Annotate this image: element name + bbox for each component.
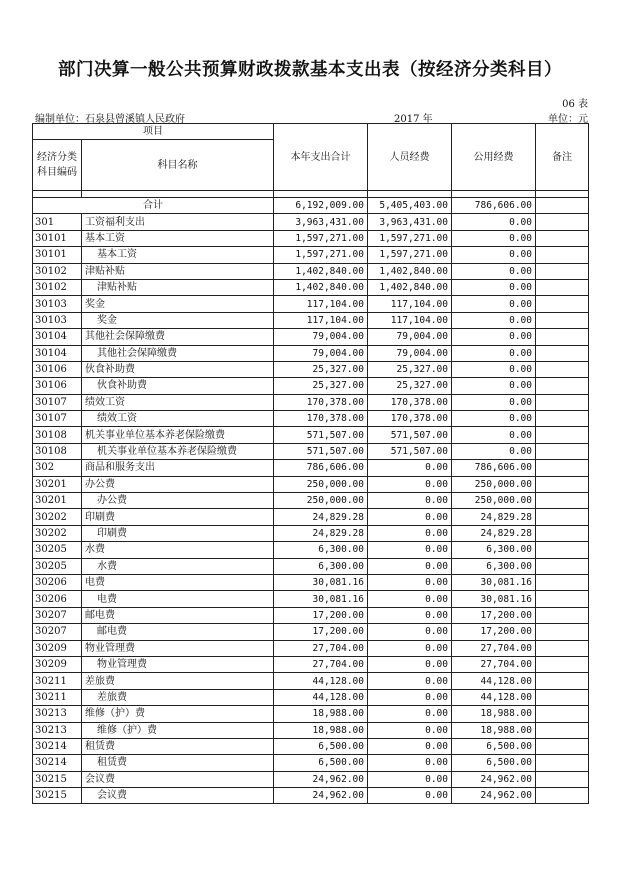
row-public: 0.00 <box>452 394 536 410</box>
table-row <box>33 624 589 640</box>
row-note <box>536 247 589 263</box>
row-name: 物业管理费 <box>82 640 274 656</box>
expenditure-table <box>32 123 589 804</box>
row-note <box>536 591 589 607</box>
row-public: 0.00 <box>452 329 536 345</box>
row-total: 6,500.00 <box>274 738 368 754</box>
table-row <box>33 558 589 574</box>
row-total: 25,327.00 <box>274 378 368 394</box>
table-row <box>33 607 589 623</box>
total-amount: 6,192,009.00 <box>274 198 368 214</box>
header-personnel: 人员经费 <box>368 124 452 191</box>
row-public: 30,081.16 <box>452 591 536 607</box>
page-title: 部门决算一般公共预算财政拨款基本支出表（按经济分类科目） <box>58 60 562 80</box>
row-name: 电费 <box>82 574 274 590</box>
row-total: 44,128.00 <box>274 673 368 689</box>
row-personnel: 0.00 <box>368 738 452 754</box>
row-note <box>536 312 589 328</box>
row-personnel: 0.00 <box>368 558 452 574</box>
row-note <box>536 558 589 574</box>
table-row <box>33 722 589 738</box>
row-public: 0.00 <box>452 312 536 328</box>
row-code: 30108 <box>33 427 82 443</box>
currency-unit: 单位：元 <box>548 114 588 125</box>
row-note <box>536 574 589 590</box>
row-total: 250,000.00 <box>274 476 368 492</box>
table-row <box>33 542 589 558</box>
row-code: 30207 <box>33 624 82 640</box>
row-public: 0.00 <box>452 296 536 312</box>
row-public: 18,988.00 <box>452 722 536 738</box>
row-total: 30,081.16 <box>274 591 368 607</box>
row-name: 机关事业单位基本养老保险缴费 <box>82 427 274 443</box>
row-name: 维修（护）费 <box>82 722 274 738</box>
row-note <box>536 738 589 754</box>
row-code: 30102 <box>33 279 82 295</box>
row-total: 17,200.00 <box>274 607 368 623</box>
row-total: 170,378.00 <box>274 411 368 427</box>
row-code: 30103 <box>33 312 82 328</box>
table-row <box>33 279 589 295</box>
table-row <box>33 738 589 754</box>
row-name: 其他社会保障缴费 <box>82 329 274 345</box>
row-public: 44,128.00 <box>452 689 536 705</box>
row-public: 0.00 <box>452 230 536 246</box>
row-public: 0.00 <box>452 345 536 361</box>
table-row <box>33 345 589 361</box>
row-note <box>536 722 589 738</box>
row-public: 0.00 <box>452 279 536 295</box>
row-note <box>536 394 589 410</box>
row-code: 30209 <box>33 656 82 672</box>
table-row <box>33 771 589 787</box>
table-row <box>33 361 589 377</box>
row-note <box>536 361 589 377</box>
row-name: 租赁费 <box>82 738 274 754</box>
row-code: 30206 <box>33 591 82 607</box>
row-personnel: 0.00 <box>368 591 452 607</box>
row-total: 170,378.00 <box>274 394 368 410</box>
row-note <box>536 230 589 246</box>
row-note <box>536 640 589 656</box>
row-code: 30104 <box>33 345 82 361</box>
spacer-row <box>33 191 589 198</box>
row-personnel: 25,327.00 <box>368 361 452 377</box>
row-personnel: 1,597,271.00 <box>368 230 452 246</box>
row-note <box>536 673 589 689</box>
row-total: 79,004.00 <box>274 345 368 361</box>
row-personnel: 1,402,840.00 <box>368 279 452 295</box>
row-note <box>536 542 589 558</box>
row-code: 30213 <box>33 722 82 738</box>
row-total: 6,300.00 <box>274 542 368 558</box>
row-public: 0.00 <box>452 214 536 230</box>
row-total: 6,300.00 <box>274 558 368 574</box>
row-total: 18,988.00 <box>274 722 368 738</box>
row-total: 24,962.00 <box>274 771 368 787</box>
row-code: 30107 <box>33 394 82 410</box>
table-row <box>33 247 589 263</box>
row-name: 津贴补贴 <box>82 263 274 279</box>
row-code: 30209 <box>33 640 82 656</box>
row-name: 办公费 <box>82 493 274 509</box>
row-note <box>536 378 589 394</box>
total-row <box>33 198 589 214</box>
row-note <box>536 771 589 787</box>
row-personnel: 0.00 <box>368 788 452 804</box>
row-name: 印刷费 <box>82 525 274 541</box>
row-code: 30101 <box>33 230 82 246</box>
table-row <box>33 460 589 476</box>
row-personnel: 3,963,431.00 <box>368 214 452 230</box>
row-name: 伙食补助费 <box>82 361 274 377</box>
row-code: 301 <box>33 214 82 230</box>
row-code: 30206 <box>33 574 82 590</box>
row-public: 24,962.00 <box>452 771 536 787</box>
row-total: 24,829.28 <box>274 509 368 525</box>
row-name: 租赁费 <box>82 755 274 771</box>
row-total: 117,104.00 <box>274 296 368 312</box>
table-row <box>33 394 589 410</box>
row-personnel: 170,378.00 <box>368 411 452 427</box>
row-personnel: 0.00 <box>368 493 452 509</box>
row-public: 17,200.00 <box>452 607 536 623</box>
row-public: 27,704.00 <box>452 640 536 656</box>
table-number: 06 表 <box>562 99 588 110</box>
row-personnel: 0.00 <box>368 656 452 672</box>
row-public: 0.00 <box>452 263 536 279</box>
row-name: 奖金 <box>82 312 274 328</box>
row-code: 30215 <box>33 771 82 787</box>
header-code <box>33 140 82 191</box>
row-name: 电费 <box>82 591 274 607</box>
row-note <box>536 345 589 361</box>
row-note <box>536 755 589 771</box>
row-total: 571,507.00 <box>274 443 368 459</box>
row-personnel: 571,507.00 <box>368 427 452 443</box>
row-personnel: 0.00 <box>368 476 452 492</box>
row-code: 30202 <box>33 509 82 525</box>
table-row <box>33 263 589 279</box>
row-public: 786,606.00 <box>452 460 536 476</box>
row-note <box>536 624 589 640</box>
row-name: 水费 <box>82 558 274 574</box>
row-name: 差旅费 <box>82 689 274 705</box>
header-code-text: 经济分类 科目编码 <box>37 152 77 178</box>
row-total: 3,963,431.00 <box>274 214 368 230</box>
row-public: 250,000.00 <box>452 476 536 492</box>
row-note <box>536 214 589 230</box>
row-personnel: 1,597,271.00 <box>368 247 452 263</box>
row-public: 0.00 <box>452 361 536 377</box>
row-note <box>536 656 589 672</box>
row-total: 18,988.00 <box>274 706 368 722</box>
table-row <box>33 755 589 771</box>
row-note <box>536 279 589 295</box>
row-personnel: 0.00 <box>368 542 452 558</box>
row-name: 维修（护）费 <box>82 706 274 722</box>
row-public: 0.00 <box>452 378 536 394</box>
row-personnel: 0.00 <box>368 755 452 771</box>
row-note <box>536 427 589 443</box>
total-public: 786,606.00 <box>452 198 536 214</box>
row-public: 0.00 <box>452 427 536 443</box>
row-note <box>536 443 589 459</box>
table-row <box>33 788 589 804</box>
row-personnel: 117,104.00 <box>368 296 452 312</box>
row-name: 津贴补贴 <box>82 279 274 295</box>
row-name: 绩效工资 <box>82 411 274 427</box>
row-personnel: 25,327.00 <box>368 378 452 394</box>
row-personnel: 170,378.00 <box>368 394 452 410</box>
row-name: 绩效工资 <box>82 394 274 410</box>
row-code: 30215 <box>33 788 82 804</box>
row-public: 30,081.16 <box>452 574 536 590</box>
row-code: 30104 <box>33 329 82 345</box>
table-row <box>33 525 589 541</box>
row-note <box>536 509 589 525</box>
row-code: 30213 <box>33 706 82 722</box>
table-row <box>33 476 589 492</box>
row-public: 6,500.00 <box>452 738 536 754</box>
row-code: 30108 <box>33 443 82 459</box>
row-name: 印刷费 <box>82 509 274 525</box>
row-note <box>536 411 589 427</box>
header-note: 备注 <box>536 124 589 191</box>
row-name: 办公费 <box>82 476 274 492</box>
row-personnel: 0.00 <box>368 640 452 656</box>
row-code: 30214 <box>33 738 82 754</box>
row-name: 伙食补助费 <box>82 378 274 394</box>
row-code: 30205 <box>33 542 82 558</box>
header-total: 本年支出合计 <box>274 124 368 191</box>
row-personnel: 571,507.00 <box>368 443 452 459</box>
row-public: 24,829.28 <box>452 509 536 525</box>
row-personnel: 0.00 <box>368 509 452 525</box>
table-row <box>33 230 589 246</box>
table-row <box>33 329 589 345</box>
row-note <box>536 460 589 476</box>
table-row <box>33 443 589 459</box>
row-total: 27,704.00 <box>274 640 368 656</box>
row-total: 1,402,840.00 <box>274 263 368 279</box>
row-total: 24,829.28 <box>274 525 368 541</box>
row-total: 79,004.00 <box>274 329 368 345</box>
row-public: 6,300.00 <box>452 542 536 558</box>
row-total: 1,597,271.00 <box>274 247 368 263</box>
table-row <box>33 493 589 509</box>
row-name: 基本工资 <box>82 247 274 263</box>
table-row <box>33 656 589 672</box>
row-note <box>536 689 589 705</box>
row-public: 0.00 <box>452 411 536 427</box>
row-personnel: 0.00 <box>368 624 452 640</box>
row-personnel: 0.00 <box>368 673 452 689</box>
row-code: 30202 <box>33 525 82 541</box>
row-total: 25,327.00 <box>274 361 368 377</box>
row-public: 24,962.00 <box>452 788 536 804</box>
row-personnel: 0.00 <box>368 607 452 623</box>
row-public: 44,128.00 <box>452 673 536 689</box>
row-personnel: 117,104.00 <box>368 312 452 328</box>
row-name: 机关事业单位基本养老保险缴费 <box>82 443 274 459</box>
row-note <box>536 525 589 541</box>
row-code: 30211 <box>33 689 82 705</box>
row-note <box>536 296 589 312</box>
row-note <box>536 329 589 345</box>
row-note <box>536 788 589 804</box>
row-note <box>536 476 589 492</box>
table-row <box>33 411 589 427</box>
table-row <box>33 427 589 443</box>
row-personnel: 0.00 <box>368 771 452 787</box>
row-public: 6,300.00 <box>452 558 536 574</box>
table-row <box>33 673 589 689</box>
table-row <box>33 640 589 656</box>
row-personnel: 79,004.00 <box>368 329 452 345</box>
row-total: 30,081.16 <box>274 574 368 590</box>
row-personnel: 0.00 <box>368 460 452 476</box>
total-note <box>536 198 589 214</box>
row-code: 30102 <box>33 263 82 279</box>
row-code: 30201 <box>33 476 82 492</box>
row-name: 水费 <box>82 542 274 558</box>
row-code: 30205 <box>33 558 82 574</box>
row-code: 302 <box>33 460 82 476</box>
row-public: 0.00 <box>452 247 536 263</box>
row-personnel: 0.00 <box>368 722 452 738</box>
row-total: 44,128.00 <box>274 689 368 705</box>
table-row <box>33 689 589 705</box>
total-personnel: 5,405,403.00 <box>368 198 452 214</box>
total-label: 合计 <box>33 198 274 214</box>
row-public: 17,200.00 <box>452 624 536 640</box>
row-note <box>536 607 589 623</box>
row-code: 30201 <box>33 493 82 509</box>
row-name: 其他社会保障缴费 <box>82 345 274 361</box>
row-total: 1,597,271.00 <box>274 230 368 246</box>
row-total: 1,402,840.00 <box>274 279 368 295</box>
header-public: 公用经费 <box>452 124 536 191</box>
header-project: 项目 <box>33 124 274 140</box>
header-name: 科目名称 <box>82 140 274 191</box>
table-row <box>33 591 589 607</box>
row-code: 30106 <box>33 378 82 394</box>
table-row <box>33 214 589 230</box>
row-personnel: 1,402,840.00 <box>368 263 452 279</box>
row-public: 250,000.00 <box>452 493 536 509</box>
row-personnel: 0.00 <box>368 574 452 590</box>
row-name: 工资福利支出 <box>82 214 274 230</box>
row-code: 30207 <box>33 607 82 623</box>
row-name: 会议费 <box>82 771 274 787</box>
row-total: 571,507.00 <box>274 427 368 443</box>
row-name: 基本工资 <box>82 230 274 246</box>
row-total: 24,962.00 <box>274 788 368 804</box>
table-row <box>33 312 589 328</box>
table-row <box>33 378 589 394</box>
table-row <box>33 574 589 590</box>
row-personnel: 0.00 <box>368 706 452 722</box>
table-row <box>33 296 589 312</box>
row-code: 30214 <box>33 755 82 771</box>
row-name: 物业管理费 <box>82 656 274 672</box>
row-note <box>536 493 589 509</box>
row-note <box>536 706 589 722</box>
row-name: 邮电费 <box>82 607 274 623</box>
row-total: 250,000.00 <box>274 493 368 509</box>
row-public: 18,988.00 <box>452 706 536 722</box>
table-row <box>33 706 589 722</box>
row-name: 商品和服务支出 <box>82 460 274 476</box>
row-personnel: 0.00 <box>368 525 452 541</box>
row-personnel: 79,004.00 <box>368 345 452 361</box>
row-public: 24,829.28 <box>452 525 536 541</box>
row-total: 786,606.00 <box>274 460 368 476</box>
row-public: 0.00 <box>452 443 536 459</box>
row-name: 奖金 <box>82 296 274 312</box>
reporting-unit: 编制单位：石泉县曾溪镇人民政府 <box>35 114 185 125</box>
row-code: 30107 <box>33 411 82 427</box>
row-code: 30103 <box>33 296 82 312</box>
report-year: 2017 年 <box>394 114 433 125</box>
row-name: 邮电费 <box>82 624 274 640</box>
row-code: 30106 <box>33 361 82 377</box>
row-total: 17,200.00 <box>274 624 368 640</box>
table-row <box>33 509 589 525</box>
row-code: 30211 <box>33 673 82 689</box>
row-personnel: 0.00 <box>368 689 452 705</box>
row-name: 差旅费 <box>82 673 274 689</box>
row-code: 30101 <box>33 247 82 263</box>
row-public: 27,704.00 <box>452 656 536 672</box>
row-note <box>536 263 589 279</box>
row-total: 117,104.00 <box>274 312 368 328</box>
row-total: 27,704.00 <box>274 656 368 672</box>
row-total: 6,500.00 <box>274 755 368 771</box>
row-name: 会议费 <box>82 788 274 804</box>
row-public: 6,500.00 <box>452 755 536 771</box>
